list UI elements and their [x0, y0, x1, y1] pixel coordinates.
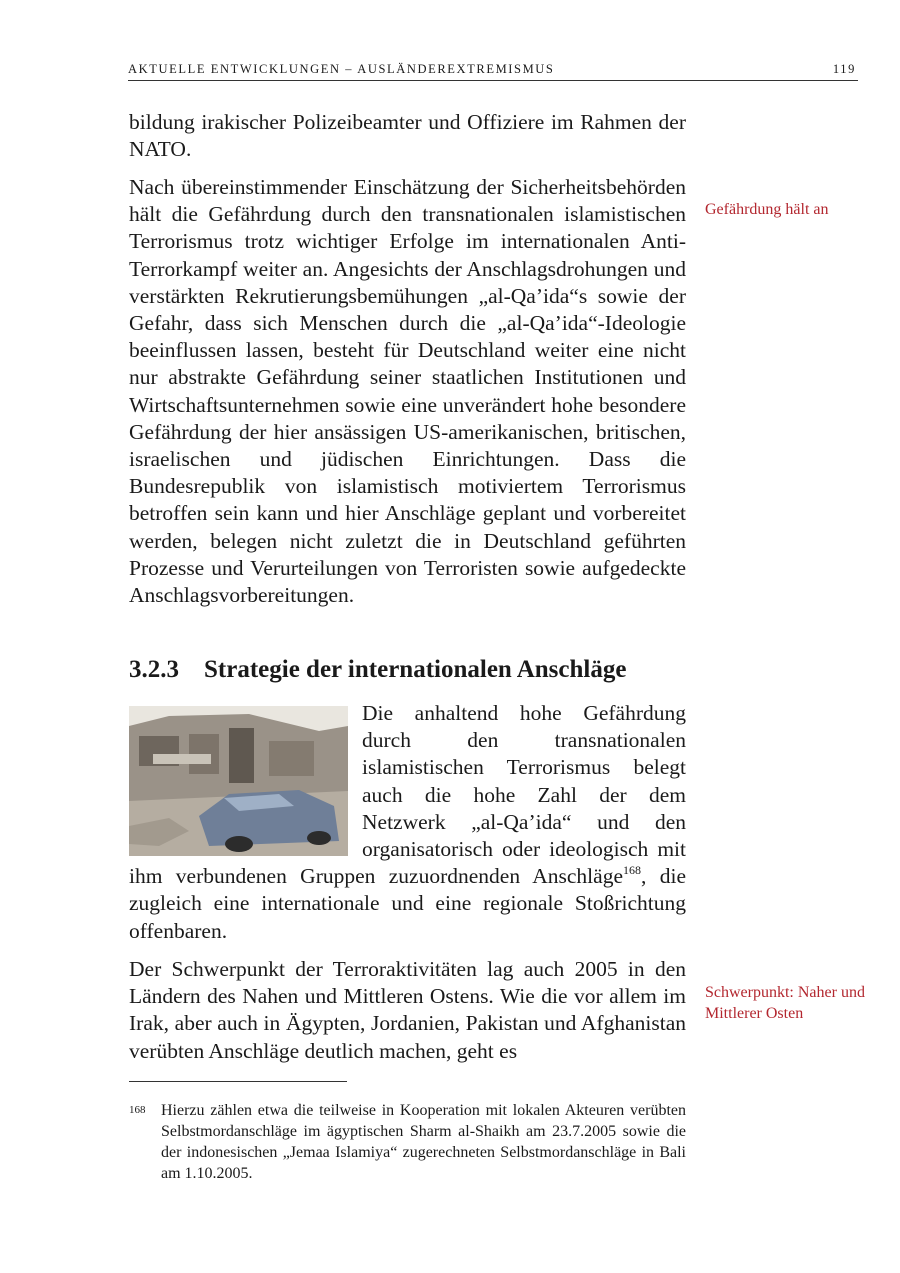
footnote	[129, 1100, 686, 1184]
footnote-number: 168	[129, 1104, 146, 1116]
footnote-ref-168[interactable]: 168	[623, 863, 641, 878]
paragraph-focus	[129, 956, 686, 1065]
paragraph-threat	[129, 174, 686, 609]
paragraph-3-end: , die zugleich eine internationale und eine regionale Stoßrichtung offenbaren.	[129, 864, 686, 943]
paragraph-2: Nach übereinstimmender Einschätzung der Sicherheitsbehörden hält die Gefährdung durch den transnationalen islamistischen Terrorismus trotz wichtiger Erfolge im internationalen Anti-Terrorkampf weiter an. Angesichts der Anschlagsdrohungen und verstärkten Rekrutierungsbemühungen „al-Qa’ida“s sowie der Gefahr, dass sich Menschen durch die „al-Qa’ida“-Ideologie beeinflussen lassen, besteht für Deutschland weiter eine nicht nur abstrakte Gefährdung seiner staatlichen Institutionen und Wirtschaftsunternehmen sowie eine unverändert hohe besondere Gefährdung der hier ansässigen US-amerikanischen, britischen, israelischen und jüdischen Einrichtungen. Dass die Bundesrepublik von islamistisch motiviertem Terrorismus betroffen sein kann und hier Anschläge geplant und vorbereitet werden, belegen nicht zuletzt die in Deutschland geführten Prozesse und Verurteilungen von Terroristen sowie aufgedeckte Anschlagsvorbereitungen.	[129, 175, 686, 608]
footnote-text: Hierzu zählen etwa die teilweise in Kooperation mit lokalen Akteuren verübten Selbstmordanschläge im ägyptischen Sharm al-Shaikh am 23.7.2005 sowie die der indonesischen „Jemaa Islamiya“ zugerechneten Selbstmordanschläge in Bali am 1.10.2005.	[161, 1102, 686, 1182]
running-header-title: AKTUELLE ENTWICKLUNGEN – AUSLÄNDEREXTREMISMUS	[128, 62, 555, 76]
paragraph-continuation	[129, 109, 686, 163]
paragraph-attacks	[129, 700, 686, 945]
footnote-divider	[129, 1081, 347, 1082]
section-number: 3.2.3	[129, 656, 179, 683]
paragraph-4: Der Schwerpunkt der Terroraktivitäten lag auch 2005 in den Ländern des Nahen und Mittleren Ostens. Wie die vor allem im Irak, aber auch in Ägypten, Jordanien, Pakistan und Afghanistan verübten Anschläge deutlich machen, geht es	[129, 957, 686, 1063]
margin-note-threat: Gefährdung hält an	[705, 201, 829, 218]
section-title: Strategie der internationalen Anschläge	[204, 656, 627, 683]
section-heading	[129, 654, 626, 686]
page-number: 119	[832, 62, 856, 76]
margin-note-focus: Schwerpunkt: Naher und Mittlerer Osten	[705, 984, 865, 1022]
running-header	[128, 62, 858, 81]
paragraph-3: Die anhaltend hohe Gefährdung durch den transnationalen islamistischen Terrorismus belegt auch die hohe Zahl der dem Netzwerk „al-Qa’ida“ und den organisatorisch oder ideologisch mit ihm verbundenen Gruppen zuzuordnenden Anschläge	[129, 701, 686, 889]
photo-float-spacer	[129, 700, 362, 858]
paragraph-1: bildung irakischer Polizeibeamter und Offiziere im Rahmen der NATO.	[129, 110, 686, 162]
